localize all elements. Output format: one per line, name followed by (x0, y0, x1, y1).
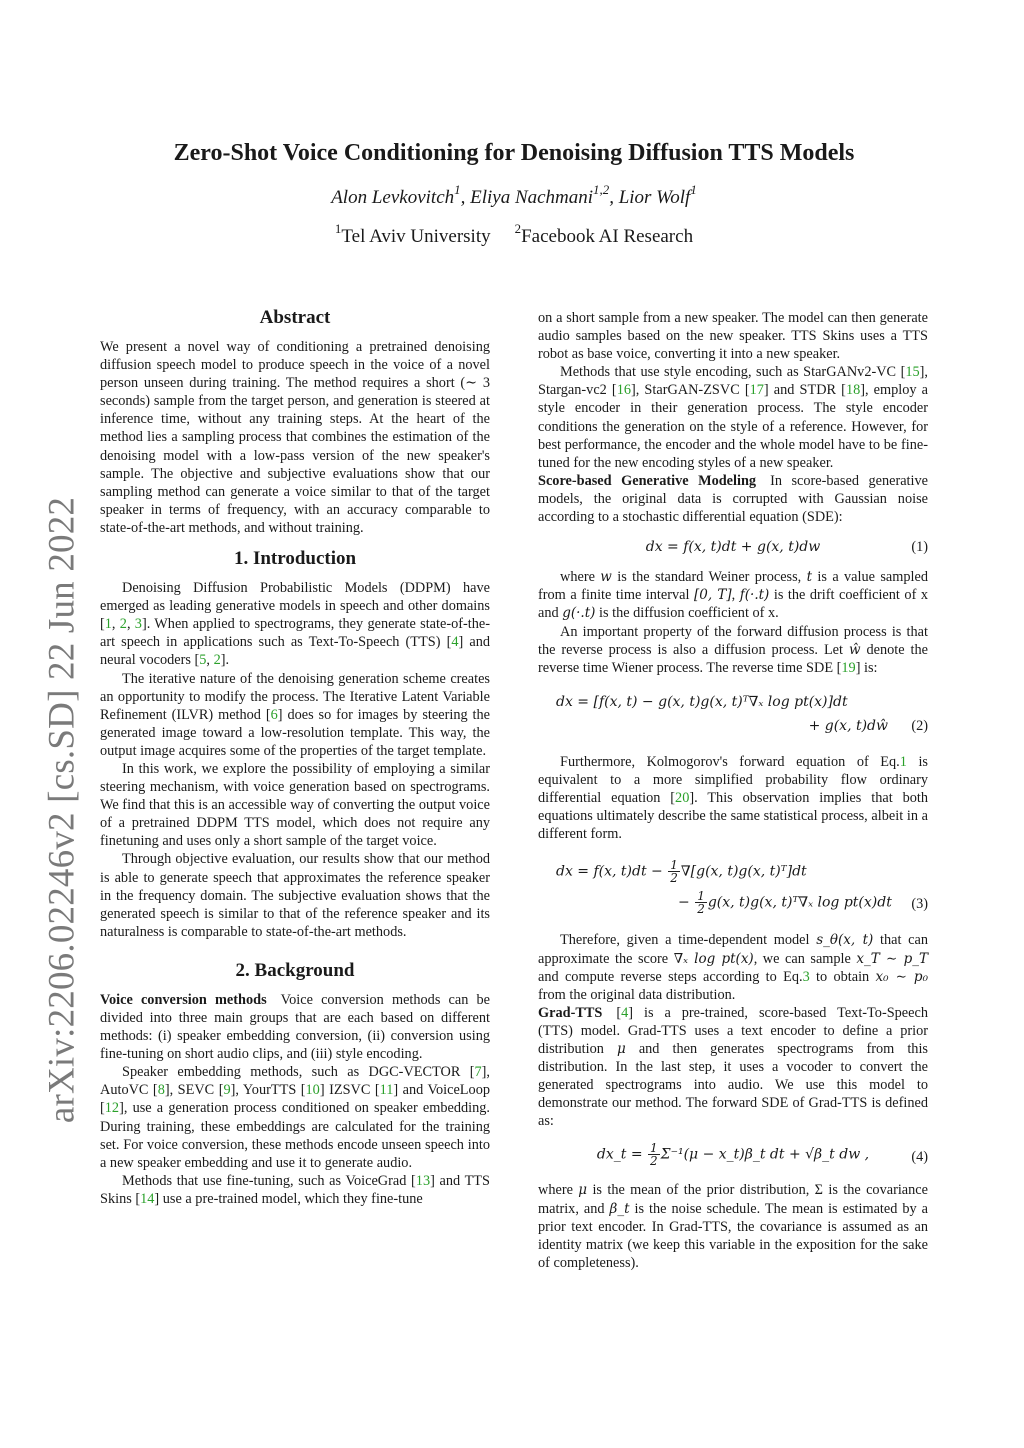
body-paragraph: Grad-TTS [4] is a pre-trained, score-based Text-To-Speech (TTS) model. Grad-TTS uses a text encoder to define a prior distribution μ and then generates spectrograms from this distribution. In the last step, it uses a vocoder to convert the generated spectrograms into audio. We use this model to demonstrate our method. The forward SDE of Grad-TTS is defined as: (538, 1004, 928, 1130)
equation-body: dx_t = $\frac{1}{2}$ Σ⁻¹(μ − x_t)β_t dt + √β_t dw , (596, 1141, 870, 1169)
paper-title: Zero-Shot Voice Conditioning for Denoising Diffusion TTS Models (173, 140, 855, 166)
citation-link[interactable]: 4 (451, 634, 459, 651)
body-paragraph: Therefore, given a time-dependent model s_θ(x, t) that can approximate the score ∇ₓ log pt(x), we can sample x_T ∼ p_T and compute reverse steps according to Eq.3 to obtain x₀ ∼ p₀ from the original data distribution. (538, 932, 928, 1003)
background-paragraph: Voice conversion methods Voice conversion methods can be divided into three main groups that are each based on different methods: (i) speaker embedding conversion, (ii) conversion using fine-tuning on short audio clips, and (iii) style encoding. (100, 991, 490, 1063)
intro-paragraph: Through objective evaluation, our results show that our method is able to generate speech that approximates the reference speaker in the frequency domain. The subjective evaluation shows that the generated speech is similar to that of the reference speaker and its naturalness is comparable to state-of-the-art methods. (100, 851, 490, 940)
citation-link[interactable]: 5 (199, 652, 207, 669)
abstract-heading: Abstract (259, 307, 331, 328)
equation-body: + g(x, t)dŵ (808, 717, 888, 734)
affiliation: Tel Aviv University (341, 226, 491, 247)
body-paragraph: on a short sample from a new speaker. The model can then generate audio samples based on the new speaker. TTS Skins uses a TTS robot as base voice, converting it into a new speaker. (538, 310, 928, 363)
citation-link[interactable]: 18 (845, 382, 861, 399)
equation-2 (538, 693, 928, 735)
run-in-heading: Grad-TTS (538, 1004, 603, 1021)
citation-link[interactable]: 17 (749, 382, 764, 399)
run-in-heading: Voice conversion methods (100, 991, 267, 1008)
author-name: Eliya Nachmani (470, 187, 594, 208)
citation-link[interactable]: 4 (621, 1004, 629, 1021)
citation-link[interactable]: 20 (675, 790, 690, 807)
citation-link[interactable]: 16 (616, 382, 631, 399)
background-paragraph: Methods that use fine-tuning, such as VoiceGrad [13] and TTS Skins [14] use a pre-trained model, which they fine-tune (100, 1172, 490, 1207)
background-paragraph: Speaker embedding methods, such as DGC-VECTOR [7], AutoVC [8], SEVC [9], YourTTS [10] IZSVC [11] and VoiceLoop [12], use a generation process conditioned on speaker embedding. During training, these embeddings are calculated for the training set. For voice conversion, these methods encode unseen speech into a new speaker embedding and use it to generate audio. (100, 1064, 490, 1171)
abstract-text: We present a novel way of conditioning a pretrained denoising diffusion speech model to produce speech in the voice of a novel person unseen during training. The method requires a short (∼ 3 seconds) sample from the target person, and generation is steered at inference time, without any training steps. At the heart of the method lies a sampling process that combines the estimation of the denoising model with a low-pass version of the new speaker's sample. The objective and subjective evaluations show that our sampling method can generate a voice similar to that of the target speaker in terms of frequency, with an accuracy comparable to state-of-the-art methods, and without training. (100, 339, 490, 536)
citation-link[interactable]: 15 (905, 364, 920, 381)
body-paragraph: An important property of the forward diffusion process is that the reverse process is also a diffusion process. Let ŵ denote the reverse time Wiener process. The reverse time SDE [19] is: (538, 623, 928, 676)
intro-paragraph: The iterative nature of the denoising generation scheme creates an opportunity to modify the process. The Iterative Latent Variable Refinement (ILVR) method [6] does so for images by steering the generated image toward a low-resolution template. This way, the output image acquires some of the properties of the target template. (100, 670, 490, 759)
intro-paragraph: Denoising Diffusion Probabilistic Models (DDPM) have emerged as leading generative models in speech and other domains [1, 2, 3]. When applied to spectrograms, they generate state-of-the-art speech in applications such as Text-To-Speech (TTS) [4] and neural vocoders [5, 2]. (100, 580, 490, 669)
equation-4 (538, 1142, 928, 1167)
citation-link[interactable]: 3 (134, 616, 142, 633)
author-name: Lior Wolf (618, 187, 691, 208)
body-paragraph: where μ is the mean of the prior distribution, Σ is the covariance matrix, and β_t is the noise schedule. The mean is estimated by a prior text encoder. In Grad-TTS, the covariance is assumed as an identity matrix (we keep this variable in the exposition for the sake of completeness). (538, 1182, 928, 1271)
equation-number: (2) (911, 717, 928, 734)
citation-link[interactable]: 14 (140, 1190, 155, 1207)
author-affil-mark: 1,2 (593, 182, 610, 198)
equation-number: (4) (911, 1149, 928, 1166)
right-column (538, 309, 928, 1272)
equation-reference-link[interactable]: 3 (802, 968, 810, 985)
paper-header (100, 137, 928, 248)
background-heading: 2. Background (235, 959, 355, 981)
body-paragraph: Furthermore, Kolmogorov's forward equation of Eq.1 is equivalent to a more simplified probability flow ordinary differential equation [20]. This observation implies that both equations ultimately describe the same statistical process, albeit in a different form. (538, 753, 928, 843)
equation-number: (3) (911, 896, 928, 913)
citation-link[interactable]: 2 (213, 652, 221, 669)
introduction-heading: 1. Introduction (233, 548, 357, 570)
citation-link[interactable]: 12 (104, 1100, 120, 1117)
citation-link[interactable]: 11 (379, 1082, 394, 1099)
author-affil-mark: 1 (690, 182, 697, 198)
citation-link[interactable]: 9 (223, 1082, 231, 1099)
citation-link[interactable]: 6 (270, 706, 278, 723)
equation-1 (538, 538, 928, 556)
citation-link[interactable]: 2 (119, 616, 127, 633)
equation-body: − $\frac{1}{2}$ g(x, t)g(x, t)ᵀ∇ₓ log pt(x)dt (678, 889, 892, 917)
affiliation-list (100, 221, 928, 248)
equation-number: (1) (911, 539, 928, 556)
body-paragraph: Score-based Generative Modeling In score-based generative models, the original data is corrupted with Gaussian noise according to a stochastic differential equation (SDE): (538, 472, 928, 526)
affil-mark: 1 (334, 221, 342, 237)
equation-body: dx = f(x, t)dt + g(x, t)dw (645, 539, 821, 556)
author-list: Alon Levkovitch$^1$, Eliya Nachmani$^{1,2}$, Lior Wolf$^1$ (331, 182, 697, 208)
citation-link[interactable]: 10 (305, 1082, 320, 1099)
citation-link[interactable]: 1 (104, 616, 112, 633)
citation-link[interactable]: 13 (415, 1172, 431, 1189)
run-in-heading: Score-based Generative Modeling (538, 472, 757, 489)
left-column (100, 300, 490, 1208)
equation-reference-link[interactable]: 1 (899, 753, 907, 770)
equation-3 (538, 859, 928, 915)
body-paragraph: where w is the standard Weiner process, t is a value sampled from a finite time interval [0, T], f(·.t) is the drift coefficient of x and g(·.t) is the diffusion coefficient of x. (538, 569, 928, 622)
citation-link[interactable]: 8 (157, 1082, 165, 1099)
author-name: Alon Levkovitch (331, 187, 455, 208)
citation-link[interactable]: 7 (474, 1064, 482, 1081)
intro-paragraph: In this work, we explore the possibility of employing a similar steering mechanism, with voice generation based on spectrograms. We find that this is an accessible way of converting the output voice of a pretrained DDPM TTS model, which does not require any finetuning and uses only a short sample of the target voice. (100, 760, 490, 850)
arxiv-identifier-stamp: arXiv:2206.02246v2 [cs.SD] 22 Jun 2022 (41, 496, 83, 1124)
equation-body: dx = [f(x, t) − g(x, t)g(x, t)ᵀ∇ₓ log pt(x)]dt (556, 693, 848, 710)
citation-link[interactable]: 19 (841, 659, 856, 676)
affil-mark: 2 (514, 221, 522, 237)
equation-body: dx = f(x, t)dt − $\frac{1}{2}$ ∇[g(x, t)g(x, t)ᵀ]dt (556, 858, 807, 886)
author-affil-mark: 1 (454, 182, 461, 198)
body-paragraph: Methods that use style encoding, such as StarGANv2-VC [15], Stargan-vc2 [16], StarGAN-ZSVC [17] and STDR [18], employ a style encoder in their generation process. The style encoder conditions the generation on the style of a reference. However, for best performance, the encoder and the whole model have to be fine-tuned for the new encoding styles of a new speaker. (538, 364, 929, 471)
affiliation: Facebook AI Research (521, 226, 694, 247)
